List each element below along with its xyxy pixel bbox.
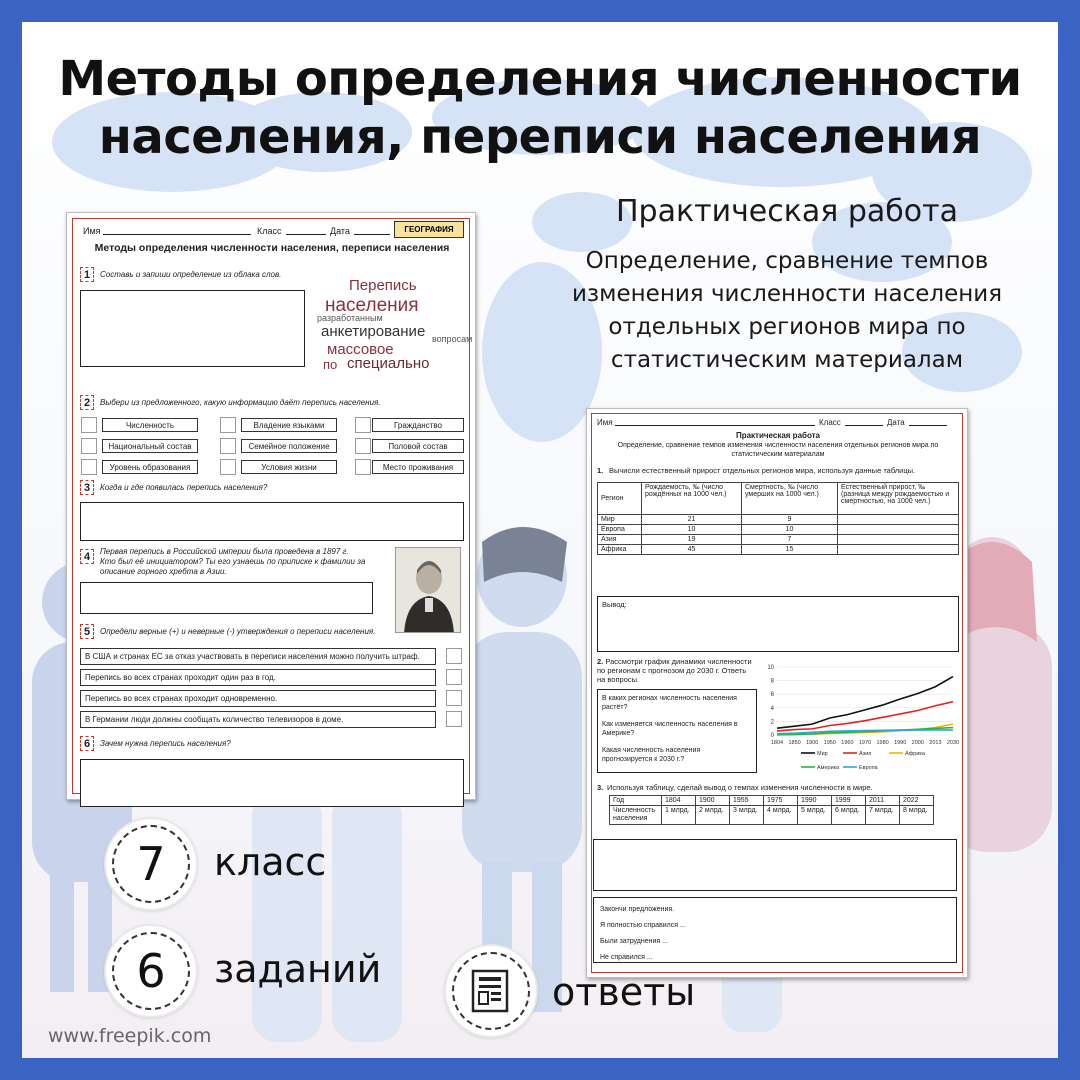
table-row (598, 535, 959, 545)
table-row (598, 545, 959, 555)
option: Уровень образования (102, 460, 198, 474)
table-cell: 5 млрд. (798, 806, 832, 825)
x-tick-label: 2030 (946, 740, 959, 746)
table-cell[interactable] (838, 525, 959, 535)
table-cell: 2 млрд. (696, 806, 730, 825)
legend-label: Мир (817, 751, 828, 757)
y-tick-label: 6 (770, 692, 774, 699)
poster-background (22, 22, 1058, 1058)
x-tick-label: 2013 (929, 740, 942, 746)
table-cell: Европа (598, 525, 642, 535)
cloud-word: Перепись (349, 277, 417, 294)
task-1-text: Вычисли естественный прирост отдельных регионов мира, используя данные таблицы. (609, 466, 916, 475)
table-cell: 1999 (832, 796, 866, 806)
pop-label-line: населения (613, 815, 648, 822)
task-number: 1 (80, 267, 94, 282)
statement: В США и странах ЕС за отказ участвовать в переписи населения можно получить штраф. (80, 648, 436, 665)
table-cell: 3 млрд. (730, 806, 764, 825)
table-cell[interactable] (838, 535, 959, 545)
portrait-photo (395, 547, 461, 633)
statement: Перепись во всех странах проходит одновременно. (80, 690, 436, 707)
worksheet-1 (66, 212, 476, 800)
grade-label: класс (214, 840, 327, 884)
population-line-chart (763, 661, 959, 779)
task-4-text (100, 547, 365, 577)
table-cell: 10 (642, 525, 742, 535)
option: Владение языками (241, 418, 337, 432)
table-row (610, 796, 934, 806)
statement-checkbox[interactable] (446, 648, 462, 664)
date-line (354, 234, 390, 235)
question-line: Какая численность населения (602, 747, 701, 754)
table-cell: 8 млрд. (900, 806, 934, 825)
table-header: Естественный прирост, ‰ (разница между рождаемостью и смертностью, на 1000 чел.) (838, 483, 959, 515)
table-cell: 2022 (900, 796, 934, 806)
task-2-line: по регионам с прогнозом до 2030 г. Ответь (597, 666, 747, 675)
table-cell: 4 млрд. (764, 806, 798, 825)
x-tick-label: 1970 (858, 740, 872, 746)
word-cloud (307, 273, 472, 373)
x-tick-label: 1950 (823, 740, 836, 746)
task-3-answer-box[interactable] (80, 502, 464, 541)
sheet2-title: Практическая работа (735, 431, 821, 440)
series-line (777, 702, 953, 731)
name-label: Имя (83, 226, 101, 236)
option: Половой состав (372, 439, 464, 453)
task-number: 3. (597, 783, 604, 792)
tasks-label: заданий (214, 947, 382, 991)
question-line: В каких регионах численность населения (602, 695, 737, 702)
chart-question (602, 694, 754, 712)
table-cell: 1955 (730, 796, 764, 806)
finish-line: Закончи предложения. (600, 906, 675, 913)
tasks-badge (106, 926, 196, 1016)
tasks-number: 6 (136, 944, 166, 998)
statement-checkbox[interactable] (446, 711, 462, 727)
option: Гражданство (372, 418, 464, 432)
work-description (522, 245, 1052, 377)
task-4-line: Первая перепись в Российской империи была проведена в 1897 г. (100, 547, 349, 556)
option: Место проживания (372, 460, 464, 474)
chart-question (602, 720, 754, 738)
practical-work-subtitle: Практическая работа (616, 194, 958, 229)
table-cell: 45 (642, 545, 742, 555)
table-cell: 1804 (662, 796, 696, 806)
x-tick-label: 1900 (806, 740, 819, 746)
table-cell: 6 млрд. (832, 806, 866, 825)
table-header (610, 806, 662, 825)
y-tick-label: 2 (770, 719, 774, 726)
task-4-line: описание горного хребта в Азии. (100, 567, 227, 576)
table-cell: 2011 (866, 796, 900, 806)
statement-checkbox[interactable] (446, 669, 462, 685)
grade-badge (106, 819, 196, 909)
legend-label: Азия (859, 751, 872, 757)
option-checkbox[interactable] (81, 459, 97, 475)
class-label: Класс (257, 226, 282, 236)
table-cell: Азия (598, 535, 642, 545)
table-cell[interactable] (838, 545, 959, 555)
task-2-line: Рассмотри график динамики численности (605, 657, 752, 666)
table-cell: 1900 (696, 796, 730, 806)
table-cell: 9 (742, 515, 838, 525)
subject-tag: ГЕОГРАФИЯ (394, 221, 464, 238)
name-label: Имя (597, 418, 613, 427)
worksheet-2 (586, 408, 968, 978)
task-number: 5 (80, 624, 94, 639)
table-cell: Мир (598, 515, 642, 525)
x-tick-label: 1804 (770, 740, 784, 746)
option-checkbox[interactable] (355, 438, 371, 454)
self-assessment-box[interactable] (593, 897, 957, 963)
task-number: 2. (597, 657, 604, 666)
task-2-text (597, 657, 752, 684)
task-3-text: Используя таблицу, сделай вывод о темпах изменения численности в мире. (607, 783, 873, 792)
date-label: Дата (887, 418, 905, 427)
x-tick-label: 1850 (788, 740, 801, 746)
name-line (103, 234, 251, 235)
table-cell: 21 (642, 515, 742, 525)
table-cell: 7 (742, 535, 838, 545)
description-line: отдельных регионов мира по (608, 314, 966, 340)
table-row (610, 806, 934, 825)
table-cell: Африка (598, 545, 642, 555)
task-number: 3 (80, 480, 94, 495)
sheet1-title: Методы определения численности населения, переписи населения (94, 242, 450, 254)
task-6-text: Зачем нужна перепись населения? (100, 739, 231, 748)
question-line: прогнозируется к 2030 г.? (602, 756, 685, 763)
task-3-text: Когда и где появилась перепись населения? (100, 483, 268, 492)
statement-checkbox[interactable] (446, 690, 462, 706)
y-tick-label: 4 (770, 705, 774, 712)
table-cell: 19 (642, 535, 742, 545)
table-cell: 1 млрд. (662, 806, 696, 825)
task-1-text: Составь и запиши определение из облака слов. (100, 270, 282, 279)
table-cell: 15 (742, 545, 838, 555)
option-checkbox[interactable] (81, 417, 97, 433)
task-2-text: Выбери из предложенного, какую информацию даёт перепись населения. (100, 398, 381, 407)
cloud-word: специально (347, 355, 430, 372)
option: Численность (102, 418, 198, 432)
description-line: Определение, сравнение темпов (585, 248, 989, 274)
task-number: 2 (80, 395, 94, 410)
task-1-answer-box[interactable] (80, 290, 305, 367)
statement: Перепись во всех странах проходит один раз в год. (80, 669, 436, 686)
document-icon (471, 969, 511, 1013)
class-line (286, 234, 326, 235)
table-cell: 7 млрд. (866, 806, 900, 825)
table-cell: 1975 (764, 796, 798, 806)
task-number: 1. (597, 466, 604, 475)
answers-label: ответы (552, 970, 696, 1014)
population-table (609, 795, 934, 825)
conclusion-label: Вывод: (602, 600, 627, 609)
table-cell: 10 (742, 525, 838, 535)
cloud-word: анкетирование (321, 323, 426, 340)
table-cell[interactable] (838, 515, 959, 525)
date-label: Дата (330, 226, 350, 236)
self-assessment-list (600, 902, 686, 966)
cloud-word: населения (325, 295, 419, 316)
subtitle-line: Определение, сравнение темпов изменения численности населения отдельных регионов мира по (617, 442, 939, 449)
task-3-answer-box[interactable] (593, 839, 957, 891)
cloud-word: массовое (327, 341, 394, 358)
headline-line-1: Методы определения численности (58, 51, 1022, 107)
table-header: Рождаемость, ‰ (число рождённых на 1000 чел.) (642, 483, 742, 515)
chart-question (602, 746, 754, 764)
task-5-text: Определи верные (+) и неверные (-) утверждения о переписи населения. (100, 627, 376, 636)
option: Национальный состав (102, 439, 198, 453)
finish-line: Не справился ... (600, 954, 653, 961)
task-6-answer-box[interactable] (80, 759, 464, 807)
task-4-answer-box[interactable] (80, 582, 373, 614)
grade-number: 7 (136, 837, 166, 891)
pop-label-line: Численность (613, 807, 656, 814)
watermark: www.freepik.com (48, 1025, 212, 1047)
cloud-word: вопросам (432, 334, 473, 344)
y-tick-label: 8 (770, 678, 774, 685)
sheet2-subtitle (597, 441, 959, 459)
table-header: Регион (598, 483, 642, 515)
table-row (598, 515, 959, 525)
finish-line: Были затруднения ... (600, 938, 668, 945)
option: Семейное положение (241, 439, 337, 453)
y-tick-label: 0 (770, 733, 774, 739)
subtitle-line: статистическим материалам (731, 451, 825, 458)
cloud-word: по (323, 357, 338, 372)
table-cell: 1990 (798, 796, 832, 806)
question-line: растёт? (602, 704, 628, 711)
headline-line-2: населения, переписи населения (98, 109, 982, 165)
task-number: 4 (80, 549, 94, 564)
x-tick-label: 2000 (911, 740, 924, 746)
description-line: изменения численности населения (571, 281, 1003, 307)
table-row (598, 525, 959, 535)
finish-line: Я полностью справился ... (600, 922, 686, 929)
chart-questions-box[interactable] (597, 689, 757, 773)
class-label: Класс (819, 418, 841, 427)
task-2-line: на вопросы. (597, 675, 640, 684)
legend-label: Америка (817, 765, 840, 771)
table-header: Год (610, 796, 662, 806)
answers-badge (446, 946, 536, 1036)
birth-death-table (597, 482, 959, 555)
question-line: Как изменяется численность населения в (602, 721, 738, 728)
option: Условия жизни (241, 460, 337, 474)
date-line (909, 425, 947, 426)
statement: В Германии люди должны сообщать количество телевизоров в доме. (80, 711, 436, 728)
option-checkbox[interactable] (355, 459, 371, 475)
table-header: Смертность, ‰ (число умерших на 1000 чел.) (742, 483, 838, 515)
option-checkbox[interactable] (355, 417, 371, 433)
x-tick-label: 1960 (841, 740, 854, 746)
name-line (615, 425, 815, 426)
option-checkbox[interactable] (220, 438, 236, 454)
x-tick-label: 1990 (894, 740, 907, 746)
question-line: Америке? (602, 730, 635, 737)
legend-label: Европа (859, 765, 878, 771)
legend-label: Африка (905, 751, 925, 757)
option-checkbox[interactable] (81, 438, 97, 454)
class-line (845, 425, 883, 426)
x-tick-label: 1980 (876, 740, 889, 746)
cloud-word: разработанным (317, 313, 383, 323)
option-checkbox[interactable] (220, 417, 236, 433)
conclusion-box[interactable] (597, 596, 959, 652)
task-number: 6 (80, 736, 94, 751)
description-line: статистическим материалам (610, 347, 964, 373)
option-checkbox[interactable] (220, 459, 236, 475)
y-tick-label: 10 (767, 665, 774, 671)
task-4-line: Кто был её инициатором? Ты его узнаешь по приписке к фамилии за (100, 557, 366, 566)
